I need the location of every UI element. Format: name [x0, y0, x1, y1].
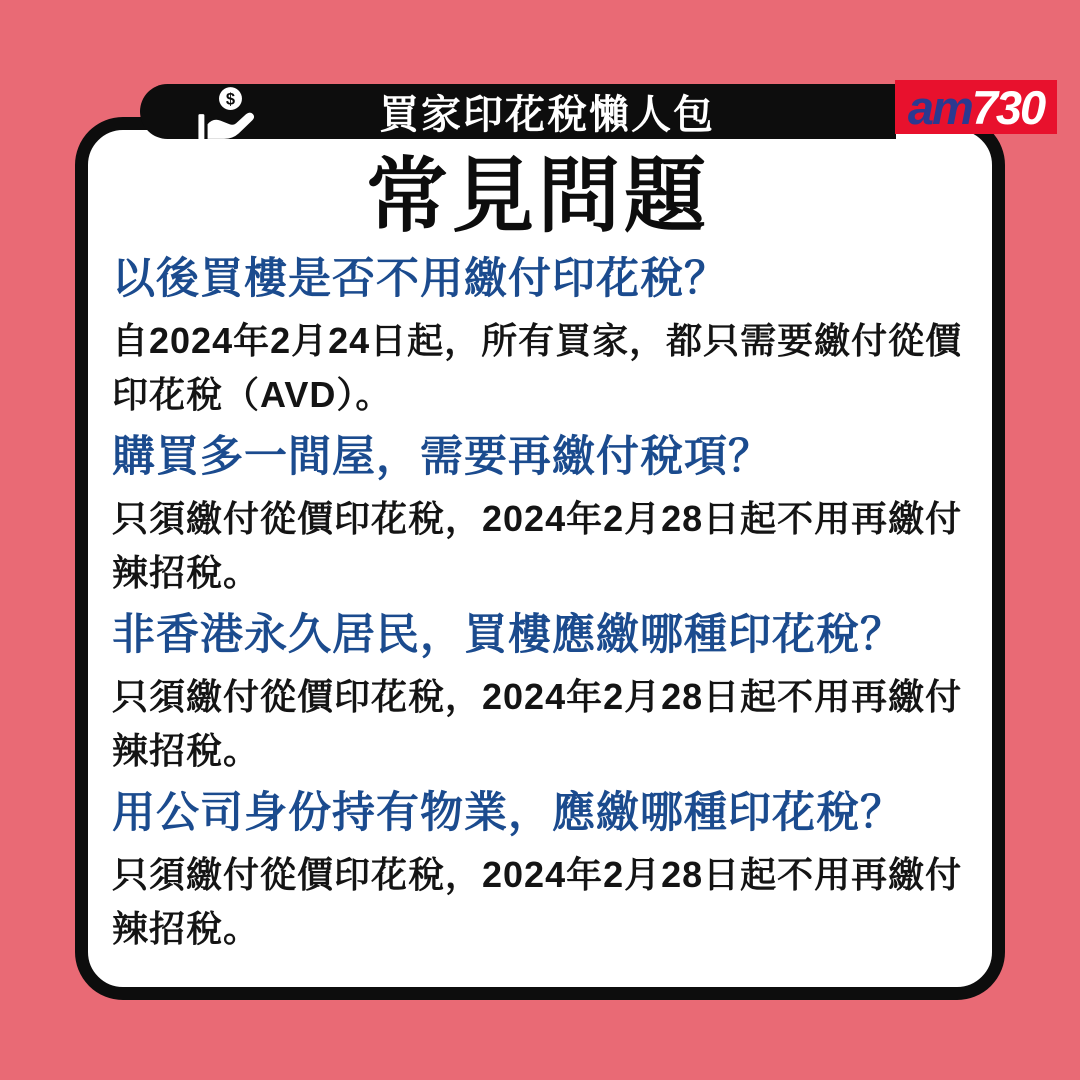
faq-item-3	[112, 608, 964, 778]
dollar-sign-glyph: $	[225, 90, 236, 109]
card-content	[88, 130, 992, 956]
content-card	[75, 117, 1005, 1000]
faq-question: 購買多一間屋，需要再繳付稅項？	[112, 433, 772, 482]
faq-item-2	[112, 430, 964, 600]
am730-logo	[895, 80, 1057, 134]
faq-answer: 只須繳付從價印花稅，2024年2月28日起不用再繳付辣招稅。	[112, 853, 963, 949]
logo-text-am: am	[907, 80, 972, 134]
faq-question: 用公司身份持有物業，應繳哪種印花稅？	[112, 788, 904, 837]
header-banner	[140, 84, 896, 139]
faq-item-1	[112, 252, 964, 422]
faq-item-4	[112, 786, 964, 956]
logo-text-730: 730	[971, 80, 1045, 134]
banner-title: 買家印花稅懶人包	[379, 93, 715, 137]
faq-answer: 自2024年2月24日起，所有買家，都只需要繳付從價印花稅（AVD）。	[112, 320, 963, 416]
faq-answer: 只須繳付從價印花稅，2024年2月28日起不用再繳付辣招稅。	[112, 675, 963, 771]
faq-answer: 只須繳付從價印花稅，2024年2月28日起不用再繳付辣招稅。	[112, 498, 963, 594]
faq-question: 以後買樓是否不用繳付印花稅？	[112, 255, 728, 304]
faq-question: 非香港永久居民，買樓應繳哪種印花稅？	[112, 611, 904, 660]
page-title: 常見問題	[365, 151, 710, 242]
money-in-hand-icon	[192, 84, 258, 148]
